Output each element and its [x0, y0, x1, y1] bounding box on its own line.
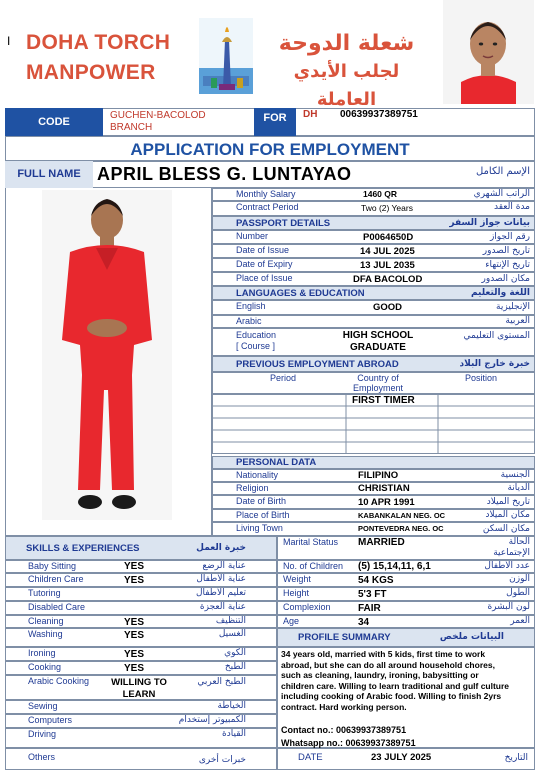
skill-row	[5, 700, 277, 714]
place-of-issue-arabic: مكان الصدور	[481, 274, 530, 284]
contract-row-1	[212, 188, 535, 201]
education-label	[236, 330, 276, 352]
contact-number: Contact no.: 00639937389751	[281, 725, 407, 735]
skill-arabic: الطبخ العربي	[197, 677, 246, 687]
skill-row	[5, 560, 277, 573]
arabic-row	[212, 315, 535, 328]
status-row	[277, 573, 535, 587]
skill-arabic: الطبخ	[224, 662, 246, 672]
skill-label: Cooking	[28, 662, 62, 672]
skill-value: YES	[124, 630, 145, 641]
skill-row	[5, 601, 277, 615]
torch-logo-icon	[199, 18, 253, 94]
complexion-arabic: لون البشرة	[487, 602, 530, 612]
religion-label: Religion	[236, 483, 269, 493]
skill-label: Ironing	[28, 648, 56, 658]
education-label-1: Education	[236, 330, 277, 340]
arabic-label: Arabic	[236, 316, 262, 326]
skill-arabic: القيادة	[222, 729, 246, 739]
skill-arabic: التنظيف	[215, 616, 246, 626]
children-label: No. of Children	[283, 561, 344, 571]
skill-row	[5, 615, 277, 628]
for-value: DH	[303, 109, 318, 120]
for-label: FOR	[254, 108, 296, 136]
contract-row-2	[212, 201, 535, 216]
weight-value: 54 KGS	[358, 575, 394, 586]
dob-label: Date of Birth	[236, 496, 287, 506]
personal-title: PERSONAL DATA	[236, 457, 317, 468]
marital-arabic: الحالة الإجتماعية	[493, 537, 530, 558]
passport-number-arabic: رقم الجواز	[489, 232, 530, 242]
nationality-arabic: الجنسية	[500, 470, 530, 480]
personal-row	[212, 509, 535, 522]
profile-title-arabic: البيانات ملخص	[439, 632, 504, 642]
skill-row	[5, 728, 277, 748]
expiry-date-value: 13 JUL 2035	[360, 260, 415, 271]
age-value: 34	[358, 617, 370, 628]
skill-label: Sewing	[28, 701, 58, 711]
skill-arabic: الكوي	[224, 648, 246, 658]
place-of-issue-value: DFA BACOLOD	[353, 274, 423, 285]
col-position: Position	[465, 373, 498, 383]
skill-label: Others	[28, 752, 56, 762]
age-arabic: العمر	[510, 616, 530, 626]
skill-label: Baby Sitting	[28, 561, 77, 571]
passport-title: PASSPORT DETAILS	[236, 218, 331, 229]
languages-title-arabic: اللغة والتعليم	[470, 288, 530, 298]
personal-row	[212, 495, 535, 509]
skill-arabic: الخياطة	[217, 701, 246, 711]
personal-row	[212, 482, 535, 495]
place-of-issue-label: Place of Issue	[236, 273, 293, 283]
height-value: 5'3 FT	[358, 589, 387, 600]
col-country-2: Employment	[352, 383, 404, 393]
education-label-2: [ Course ]	[236, 341, 276, 351]
logo-arabic	[264, 30, 429, 114]
col-country-1: Country of	[357, 373, 399, 383]
page-title: APPLICATION FOR EMPLOYMENT	[5, 136, 535, 161]
education-value	[318, 330, 438, 354]
first-timer-value: FIRST TIMER	[352, 395, 415, 406]
skill-row	[5, 587, 277, 601]
status-row	[277, 601, 535, 615]
expiry-date-label: Date of Expiry	[236, 259, 293, 269]
weight-arabic: الوزن	[509, 574, 530, 584]
skill-label: Children Care	[28, 574, 84, 584]
skill-row	[5, 628, 277, 647]
profile-title: PROFILE SUMMARY	[298, 632, 391, 643]
date-arabic: التاريخ	[504, 753, 528, 763]
religion-value: CHRISTIAN	[358, 483, 410, 494]
living-town-arabic: مكان السكن	[482, 524, 530, 534]
weight-label: Weight	[283, 574, 311, 584]
status-row	[277, 615, 535, 628]
skill-row	[5, 647, 277, 661]
logo-arabic-line-1: شعلة الدوحة	[278, 31, 415, 56]
prev-employment-header	[212, 356, 535, 372]
col-country	[343, 373, 413, 393]
contract-period-label: Contract Period	[236, 202, 299, 212]
issue-date-value: 14 JUL 2025	[360, 246, 415, 257]
english-row	[212, 300, 535, 315]
full-name-arabic: الإسم الكامل	[475, 166, 530, 177]
height-label: Height	[283, 588, 310, 598]
skills-title: SKILLS & EXPERIENCES	[26, 543, 140, 554]
full-name-label: FULL NAME	[5, 161, 93, 188]
contract-period-value: Two (2) Years	[361, 203, 413, 213]
skill-arabic: خبرات أخرى	[198, 755, 246, 765]
skill-row	[5, 661, 277, 675]
header-marker: I	[7, 34, 11, 48]
skill-arabic: الغسيل	[218, 629, 246, 639]
languages-title: LANGUAGES & EDUCATION	[236, 288, 365, 299]
status-row	[277, 536, 535, 560]
arabic-arabic: العربية	[505, 316, 530, 326]
skill-row	[5, 714, 277, 728]
skill-label: Driving	[28, 729, 57, 739]
skill-value: YES	[124, 649, 145, 660]
skill-row	[5, 748, 277, 770]
dob-arabic: تاريخ الميلاد	[486, 497, 530, 507]
code-label: CODE	[5, 108, 103, 136]
skill-row	[5, 675, 277, 700]
skill-label: Cleaning	[28, 616, 64, 626]
skills-title-arabic: خبرة العمل	[196, 543, 246, 553]
nationality-value: FILIPINO	[358, 470, 399, 481]
passport-row	[212, 272, 535, 286]
passport-row	[212, 258, 535, 272]
pob-label: Place of Birth	[236, 510, 290, 520]
skill-arabic: تعليم الأطفال	[195, 588, 246, 598]
profile-text: 34 years old, married with 5 kids, first time to work abroad, but she can do all around household chores, such as cleaning, laundry, ironing, babysitting or children care. Willing to learn traditional and gulf culture including cooking of Arabic food. Willing to finish 2yrs contract. Hard working person.	[281, 649, 510, 712]
languages-header	[212, 286, 535, 300]
passport-number-value: P0064650D	[363, 232, 414, 243]
passport-number-label: Number	[236, 231, 269, 241]
prev-employment-columns	[212, 372, 535, 394]
skill-row	[5, 573, 277, 587]
children-arabic: عدد الأطفال	[484, 561, 530, 571]
profile-header	[277, 628, 535, 647]
logo-line-1: DOHA TORCH	[26, 31, 171, 54]
left-frame	[5, 188, 212, 536]
top-phone: 00639937389751	[340, 109, 418, 120]
salary-value: 1460 QR	[363, 189, 398, 199]
date-label: DATE	[298, 752, 323, 763]
dob-value: 10 APR 1991	[358, 497, 415, 508]
contract-period-arabic: مدة العقد	[494, 202, 530, 212]
prev-employment-title-arabic: خبرة خارج البلاد	[459, 359, 530, 369]
skill-value: WILLING TO LEARN	[111, 677, 167, 700]
logo-arabic-line-2: لجلب الأيدي العاملة	[293, 61, 400, 110]
marital-value: MARRIED	[358, 537, 405, 548]
prev-employment-title: PREVIOUS EMPLOYMENT ABROAD	[236, 359, 399, 370]
skill-arabic: الكمبيوتر إستخدام	[178, 715, 246, 725]
education-arabic: المستوى التعليمي	[463, 331, 530, 341]
education-row	[212, 328, 535, 356]
complexion-label: Complexion	[283, 602, 331, 612]
passport-title-arabic: بيانات جواز السفر	[449, 218, 530, 228]
status-row	[277, 560, 535, 573]
passport-header	[212, 216, 535, 230]
skill-label: Disabled Care	[28, 602, 86, 612]
skill-label: Tutoring	[28, 588, 61, 598]
passport-row	[212, 244, 535, 258]
status-row	[277, 587, 535, 601]
personal-row	[212, 469, 535, 482]
issue-date-arabic: تاريخ الصدور	[482, 246, 530, 256]
skill-label: Computers	[28, 715, 73, 725]
english-label: English	[236, 301, 266, 311]
expiry-date-arabic: تاريخ الإنتهاء	[485, 260, 530, 270]
logo-english	[26, 28, 186, 88]
skill-arabic: عناية الرضع	[202, 561, 246, 571]
living-town-value: PONTEVEDRA NEG. OC	[358, 524, 444, 533]
skill-value: YES	[124, 561, 145, 572]
marital-label: Marital Status	[283, 537, 339, 547]
education-value-2: GRADUATE	[350, 342, 406, 353]
header-photo	[443, 0, 534, 104]
religion-arabic: الديانة	[507, 483, 530, 493]
branch-value: GUCHEN-BACOLOD BRANCH	[110, 110, 206, 133]
date-value: 23 JULY 2025	[371, 752, 432, 763]
skill-value: YES	[124, 617, 145, 628]
nationality-label: Nationality	[236, 470, 279, 480]
education-value-1: HIGH SCHOOL	[342, 330, 414, 341]
salary-label: Monthly Salary	[236, 189, 296, 199]
whatsapp-number: Whatsapp no.: 00639937389751	[281, 738, 416, 748]
logo-line-2: MANPOWER	[26, 61, 156, 84]
full-name-value: APRIL BLESS G. LUNTAYAO	[97, 164, 352, 184]
passport-row	[212, 230, 535, 244]
skill-value: YES	[124, 663, 145, 674]
issue-date-label: Date of Issue	[236, 245, 290, 255]
col-period: Period	[270, 373, 297, 383]
living-town-label: Living Town	[236, 523, 283, 533]
children-value: (5) 15,14,11, 6,1	[358, 561, 431, 572]
skills-header	[5, 536, 277, 560]
height-arabic: الطول	[506, 588, 530, 598]
personal-row	[212, 522, 535, 536]
skill-arabic: عناية العجزة	[199, 602, 246, 612]
personal-header	[212, 456, 535, 469]
skill-label: Arabic Cooking	[28, 676, 90, 686]
age-label: Age	[283, 616, 300, 626]
pob-value: KABANKALAN NEG. OC	[358, 511, 446, 520]
skill-arabic: عناية الأطفال	[196, 574, 246, 584]
skill-value: YES	[124, 575, 145, 586]
english-value: GOOD	[373, 302, 403, 313]
skill-label: Washing	[28, 629, 63, 639]
pob-arabic: مكان الميلاد	[485, 510, 530, 520]
date-row	[277, 748, 535, 770]
salary-arabic: الراتب الشهري	[473, 189, 530, 199]
english-arabic: الإنجليزية	[496, 302, 530, 312]
complexion-value: FAIR	[358, 603, 381, 614]
